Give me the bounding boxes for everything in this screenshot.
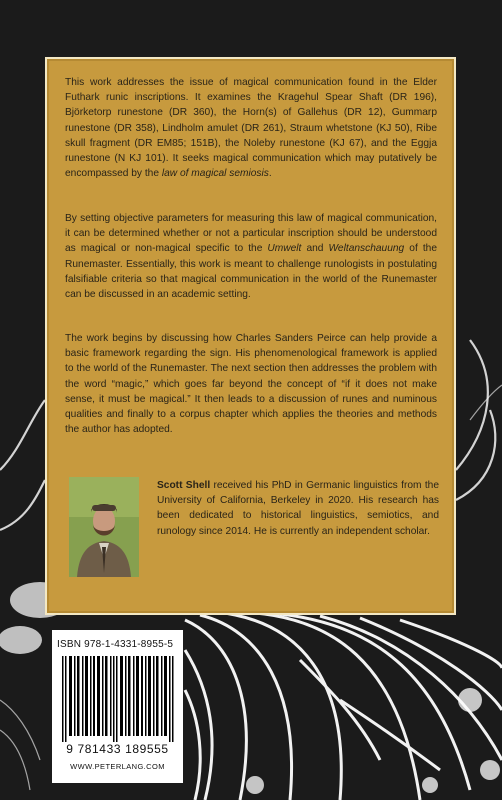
description-text: .: [268, 168, 272, 180]
description-text: This work addresses the issue of magical communication found in the Elder Futhark runic inscriptions. It examines the Kragehul Spear Shaft (DR 196), Björketorp runestone (DR 360), the Horn(s) of Gallehus (DR 12), Gummarp runestone (DR 358), Lindholm amulet (DR 261), Straum whetstone (KJ 50), Ribe skull fragment (DR EM85; 151B), the Noleby runestone (KJ 67), and the Eggja runestone (N KJ 101). It seeks magical communication which may putatively be encompassed by the: [65, 77, 437, 180]
description-paragraph-3: The work begins by discussing how Charles Sanders Peirce can help provide a basic framework regarding the sign. His phenomenological framework is applied to the world of the Runemaster. The next section then addresses the problem with the word “magic,” which goes far beyond the concept of “if it does not make sense, it must be magical.” It then leads to a discussion of runes and numinous qualities and finally to a corpus chapter which applies the theories and methods the author has adopted.: [65, 333, 437, 436]
author-photo: [69, 477, 139, 577]
barcode-bars: [60, 656, 175, 742]
ean-number: 9 781433 189555: [66, 742, 169, 756]
description-emphasis: law of magical semiosis: [161, 168, 269, 180]
description-paragraph-1: [65, 75, 437, 181]
isbn-text: ISBN 978-1-4331-8955-5: [57, 639, 174, 650]
description-emphasis: Umwelt: [267, 243, 302, 255]
author-bio: [157, 478, 439, 539]
publisher-website: WWW.PETERLANG.COM: [70, 762, 165, 771]
author-bio-text: received his PhD in Germanic linguistics from the University of California, Berkeley in 2020. His research has been dedicated to historical linguistics, semiotics, and runology since 2014. He is currently an independent scholar.: [157, 480, 439, 537]
description-text: and: [301, 243, 329, 255]
barcode-box: [52, 630, 183, 783]
description-panel: [45, 57, 456, 615]
description-text: By setting objective parameters for measuring this law of magical communication, it can be determined whether or not a particular inscription should be understood as magical or non-magical specific to the: [65, 213, 437, 255]
description-text: of the Runemaster. Essentially, this work is meant to challenge runologists in postulating falsifiable criteria so that magical communication in the world of the Runemaster can be discussed in an academic setting.: [65, 243, 437, 301]
description-emphasis: Weltanschauung: [328, 243, 405, 255]
author-name: Scott Shell: [157, 480, 211, 491]
description-paragraph-2: [65, 211, 437, 302]
